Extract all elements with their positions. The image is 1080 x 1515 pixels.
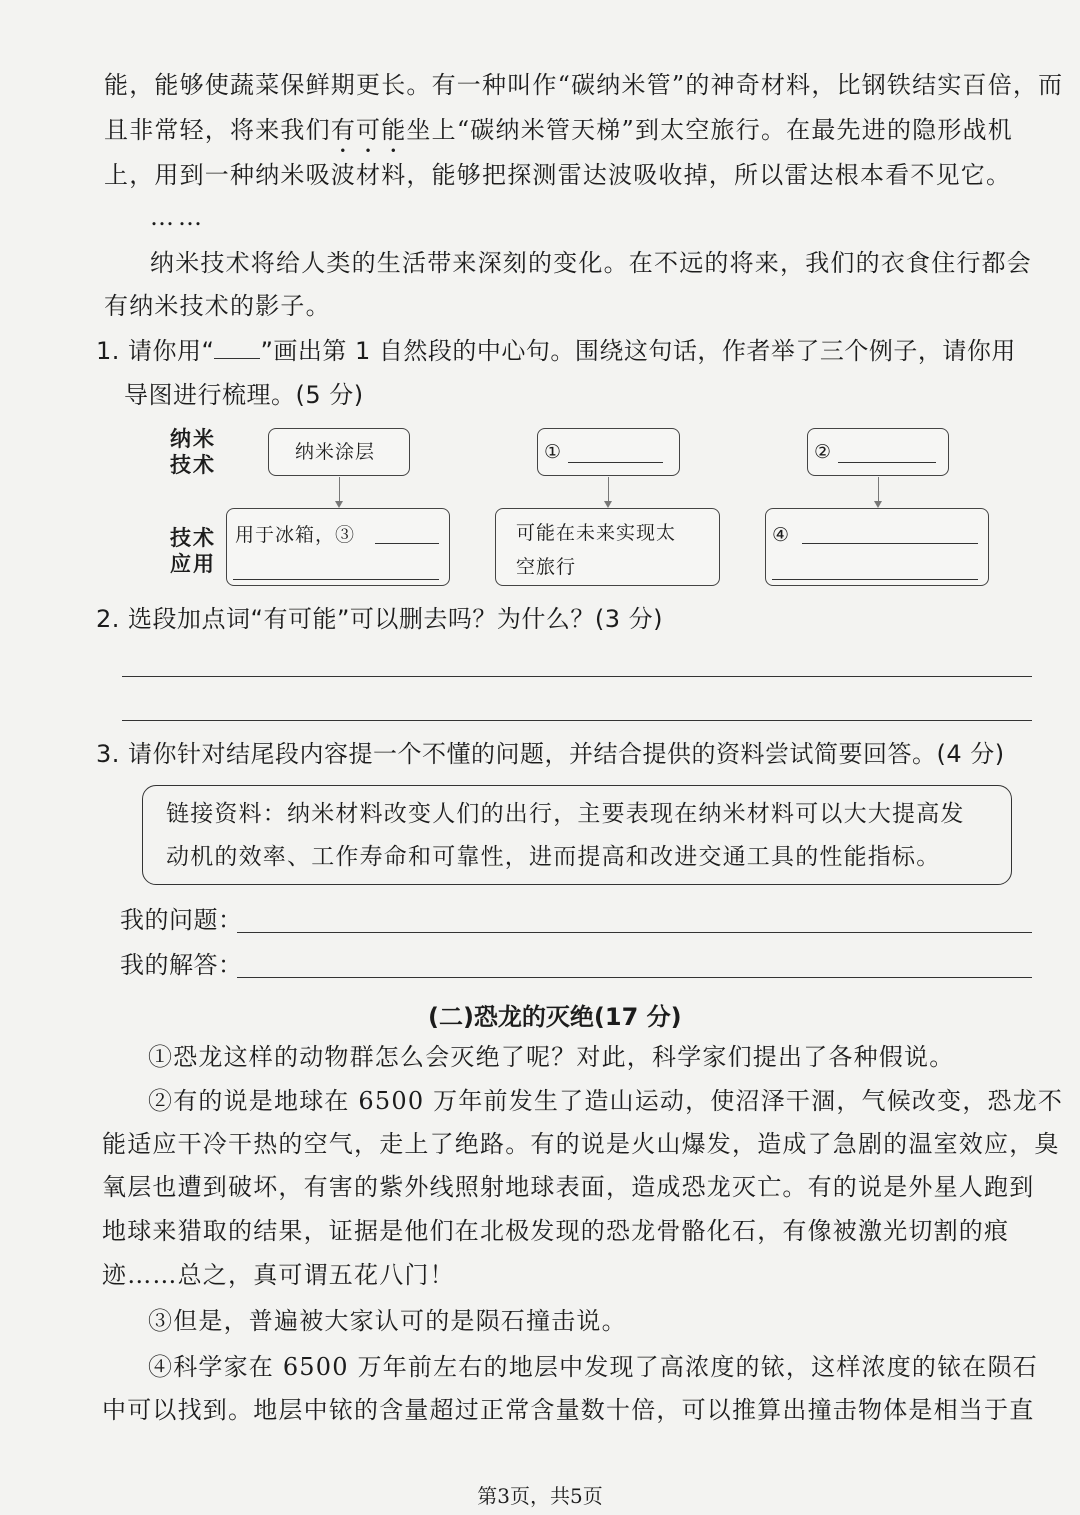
- answer-blank-1[interactable]: [568, 462, 663, 463]
- para-4-line-1: ④科学家在 6500 万年前左右的地层中发现了高浓度的铱，这样浓度的铱在陨石: [148, 1353, 1038, 1381]
- answer-blank-3[interactable]: [375, 543, 439, 544]
- my-question-label: 我的问题：: [120, 906, 243, 934]
- answer-blank-3b[interactable]: [233, 579, 439, 580]
- question-2: 2. 选段加点词“有可能”可以删去吗？为什么？(3 分): [96, 605, 664, 633]
- app-box-2: 可能在未来实现太 空旅行: [495, 508, 720, 586]
- para-2-line-4: 地球来猎取的结果，证据是他们在北极发现的恐龙骨骼化石，有像被激光切割的痕: [102, 1217, 1010, 1245]
- answer-line-q2-2[interactable]: [122, 720, 1032, 721]
- passage-line-2-end: 坐上“碳纳米管天梯”到太空旅行。在最先进的隐形战机: [406, 116, 1013, 144]
- arrow-head-3: [874, 501, 882, 508]
- para-2-line-3: 氧层也遭到破坏，有害的紫外线照射地球表面，造成恐龙灭亡。有的说是外星人跑到: [102, 1173, 1035, 1201]
- tech-box-2[interactable]: ①: [537, 428, 680, 476]
- question-3: 3. 请你针对结尾段内容提一个不懂的问题，并结合提供的资料尝试简要回答。(4 分): [96, 740, 1005, 768]
- section-title: (二)恐龙的灭绝(17 分): [428, 1003, 682, 1031]
- app-box-3[interactable]: ④: [765, 508, 989, 586]
- para-2-line-1: ②有的说是地球在 6500 万年前发生了造山运动，使沼泽干涸，气候改变，恐龙不: [148, 1087, 1064, 1115]
- answer-line-q2-1[interactable]: [122, 676, 1032, 677]
- passage-line-6: 有纳米技术的影子。: [104, 292, 331, 320]
- page-footer: 第3页，共5页: [477, 1484, 603, 1508]
- label-tech-2: 技术: [170, 453, 216, 477]
- my-question-input[interactable]: [237, 932, 1032, 933]
- passage-line-5: 纳米技术将给人类的生活带来深刻的变化。在不远的将来，我们的衣食住行都会: [150, 249, 1032, 277]
- passage-ellipsis: ……: [150, 203, 206, 231]
- para-4-line-2: 中可以找到。地层中铱的含量超过正常含量数十倍，可以推算出撞击物体是相当于直: [102, 1396, 1035, 1424]
- passage-line-2: [104, 113, 1013, 158]
- my-answer-input[interactable]: [237, 977, 1032, 978]
- link-material-line-2: 动机的效率、工作寿命和可靠性，进而提高和改进交通工具的性能指标。: [166, 844, 941, 870]
- para-2-line-2: 能适应干冷干热的空气，走上了绝路。有的说是火山爆发，造成了急剧的温室效应，臭: [102, 1130, 1060, 1158]
- tech-box-3[interactable]: ②: [807, 428, 949, 476]
- answer-blank-4[interactable]: [802, 543, 978, 544]
- underline-sample: [214, 338, 260, 359]
- my-answer-label: 我的解答：: [120, 951, 243, 979]
- passage-line-2-start: 且非常轻，将来我们: [104, 116, 331, 144]
- question-1: 1. 请你用“ ”画出第 1 自然段的中心句。围绕这句话，作者举了三个例子，请你用: [96, 337, 1016, 365]
- label-app-2: 应用: [170, 552, 216, 576]
- para-2-line-5: 迹……总之，真可谓五花八门！: [102, 1261, 455, 1289]
- para-1: ①恐龙这样的动物群怎么会灭绝了呢？对此，科学家们提出了各种假说。: [148, 1043, 955, 1071]
- app-box-1[interactable]: 用于冰箱，③: [226, 508, 450, 586]
- label-app-1: 技术: [170, 526, 216, 550]
- tech-box-1: 纳米涂层: [268, 428, 410, 476]
- para-3: ③但是，普遍被大家认可的是陨石撞击说。: [148, 1307, 627, 1335]
- arrow-line-3: [878, 477, 879, 501]
- answer-blank-4b[interactable]: [772, 579, 978, 580]
- dotted-word: 有可能: [330, 116, 407, 144]
- question-1-cont: 导图进行梳理。(5 分): [124, 381, 364, 409]
- answer-blank-2[interactable]: [838, 462, 936, 463]
- arrow-head-1: [335, 501, 343, 508]
- passage-line-1: 能，能够使蔬菜保鲜期更长。有一种叫作“碳纳米管”的神奇材料，比钢铁结实百倍，而: [104, 71, 1064, 99]
- label-tech-1: 纳米: [170, 427, 216, 451]
- passage-line-3: 上，用到一种纳米吸波材料，能够把探测雷达波吸收掉，所以雷达根本看不见它。: [104, 161, 1012, 189]
- arrow-line-2: [608, 477, 609, 501]
- arrow-head-2: [604, 501, 612, 508]
- link-material-line-1: 链接资料：纳米材料改变人们的出行，主要表现在纳米材料可以大大提高发: [166, 801, 965, 827]
- arrow-line-1: [339, 477, 340, 501]
